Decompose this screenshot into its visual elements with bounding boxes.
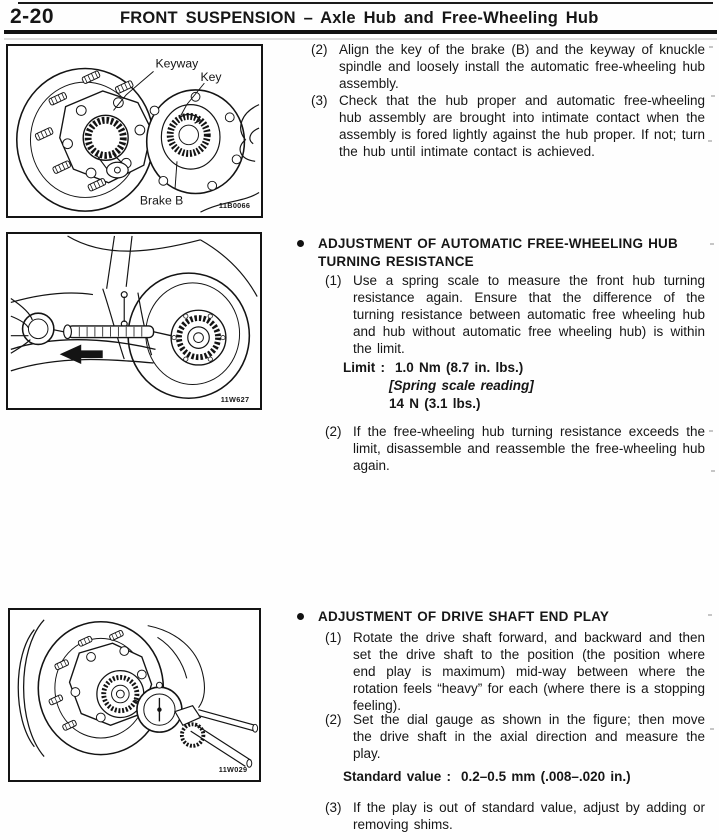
- item-number: (2): [325, 424, 342, 439]
- hand-pulling: [11, 299, 54, 354]
- list-item: [325, 711, 705, 762]
- figure-code: 11W029: [218, 765, 248, 775]
- brake-b-label: Brake B: [139, 193, 184, 208]
- scan-mark: [711, 95, 715, 97]
- list-item: [325, 799, 705, 833]
- list-item: [325, 629, 705, 714]
- bullet-icon: [297, 240, 304, 247]
- spec-label: Limit :: [343, 360, 385, 375]
- intro-list: [311, 41, 705, 160]
- item-number: (1): [325, 273, 342, 288]
- spec-value: 1.0 Nm (8.7 in. lbs.): [395, 360, 524, 375]
- scan-mark: [708, 614, 712, 616]
- item-text: If the play is out of standard value, adjust by adding or removing shims.: [353, 800, 705, 832]
- scan-mark: [711, 470, 715, 472]
- dial-gauge-illustration: [10, 610, 259, 780]
- item-number: (1): [325, 630, 342, 645]
- item-text: Align the key of the brake (B) and the keyway of knuckle spindle and loosely install the automatic free-wheeling hub assembly.: [339, 42, 705, 91]
- spec-value-2: 14 N (3.1 lbs.): [389, 396, 481, 411]
- figure-hub-exploded: [6, 44, 263, 218]
- brake-b-flange: [147, 90, 245, 194]
- figure-code: 11B0066: [218, 201, 251, 211]
- item-text: If the free-wheeling hub turning resistance exceeds the limit, disassemble and reassemble the free-wheeling hub again.: [353, 424, 705, 473]
- list-item: [325, 272, 705, 357]
- hub-exploded-illustration: [8, 46, 261, 216]
- scan-mark: [709, 46, 713, 48]
- list-item: [311, 41, 705, 92]
- key-label: Key: [200, 70, 222, 85]
- limit-spec: [343, 359, 683, 413]
- section-heading-turning-resistance: [297, 235, 705, 271]
- item-number: (2): [311, 42, 328, 57]
- item-text: Check that the hub proper and automatic free-wheeling hub assembly are brought into intimate contact when the assembly is fored lightly against the hub proper. If not; turn the hub until intimate contact is achieved.: [339, 93, 705, 159]
- scan-mark: [710, 243, 714, 245]
- section-heading-text: ADJUSTMENT OF AUTOMATIC FREE-WHEELING HUB TURNING RESISTANCE: [318, 236, 678, 269]
- page-number: 2-20: [10, 5, 55, 28]
- item-text: Use a spring scale to measure the front hub turning resistance again. Ensure that the difference of the turning resistance between automatic free wheeling hub and hub without automatic free wheeling hub) is within the limit.: [353, 273, 705, 356]
- spec-note: [Spring scale reading]: [389, 378, 534, 393]
- figure-code: 11W627: [220, 395, 250, 405]
- scan-mark: [710, 728, 714, 730]
- top-border-rule: [18, 2, 713, 4]
- keyway-label: Keyway: [155, 56, 199, 71]
- item-number: (3): [311, 93, 328, 108]
- item-number: (3): [325, 800, 342, 815]
- figure-spring-scale-measurement: [6, 232, 262, 410]
- gauge-mount-clamp: [175, 706, 258, 768]
- section-heading-text: ADJUSTMENT OF DRIVE SHAFT END PLAY: [318, 609, 610, 624]
- item-text: Rotate the drive shaft forward, and backward and then set the drive shaft to the position (the position where end play is maximum) mid-way between where the rotation feels “heavy” for each (where there is a stopping feeling).: [353, 630, 705, 713]
- spec-label: Standard value :: [343, 769, 452, 784]
- list-item: [311, 92, 705, 160]
- header-rule-ghost: [4, 38, 717, 40]
- spec-line: [343, 359, 683, 377]
- figure-dial-gauge-end-play: [8, 608, 261, 782]
- standard-value-spec: [343, 768, 705, 786]
- scan-mark: [708, 140, 712, 142]
- item-number: (2): [325, 712, 342, 727]
- spring-scale-illustration: [8, 234, 260, 408]
- header-rule: [4, 30, 717, 34]
- section-heading-drive-shaft-end-play: [297, 608, 705, 626]
- spec-value: 0.2–0.5 mm (.008–.020 in.): [461, 769, 631, 784]
- spec-line: [343, 768, 705, 786]
- page-title: FRONT SUSPENSION – Axle Hub and Free-Wheeling Hub: [120, 9, 599, 27]
- list-item: [325, 423, 705, 474]
- freewheel-hub: [171, 310, 226, 365]
- bullet-icon: [297, 613, 304, 620]
- item-text: Set the dial gauge as shown in the figure; then move the drive shaft in the axial direction and measure the play.: [353, 712, 705, 761]
- scan-mark: [709, 430, 713, 432]
